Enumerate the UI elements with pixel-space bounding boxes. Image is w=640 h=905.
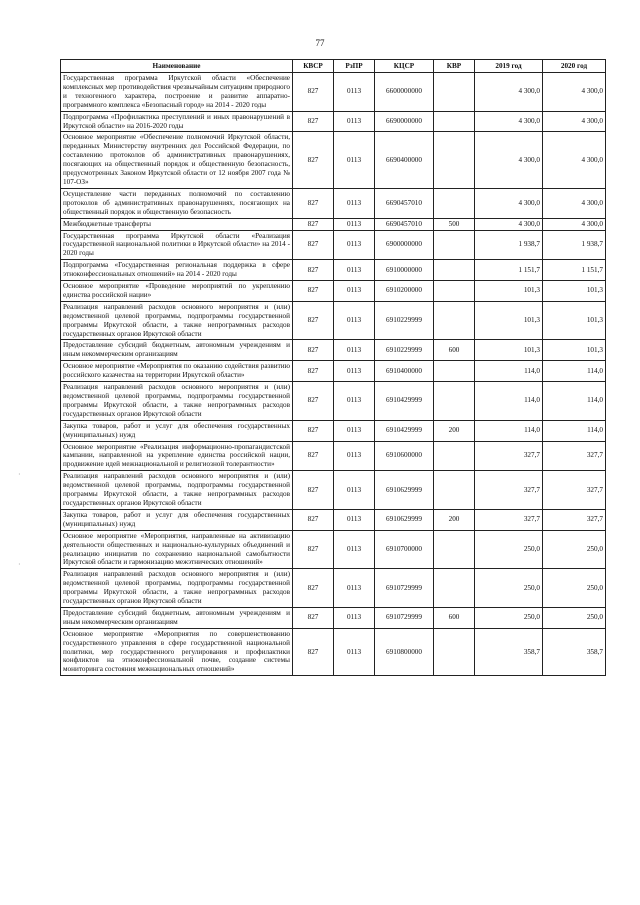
cell-name: Основное мероприятие «Мероприятия по оказанию содействия развитию российского казачества на территории Иркутской области» — [61, 361, 293, 382]
cell-kvsr: 827 — [293, 230, 334, 260]
cell-kvr — [434, 73, 475, 112]
table-header-row — [61, 60, 606, 73]
table-row — [61, 420, 606, 441]
cell-2019: 250,0 — [475, 530, 543, 569]
cell-kvsr: 827 — [293, 111, 334, 132]
cell-2020: 1 151,7 — [543, 260, 606, 281]
table-row — [61, 281, 606, 302]
cell-name: Основное мероприятие «Обеспечение полномочий Иркутской области, переданных Министерству внутренних дел Российской Федерации, по составлению протоколов об административных правонарушениях, посягающих на общественный порядок и общественную безопасность, предусмотренных Законом Иркутской области от 12 ноября 2007 года № 107-ОЗ» — [61, 132, 293, 188]
cell-2020: 327,7 — [543, 441, 606, 471]
cell-kvr — [434, 230, 475, 260]
cell-kcsr: 6910800000 — [375, 628, 434, 676]
cell-2020: 358,7 — [543, 628, 606, 676]
header-rzpr: РзПР — [334, 60, 375, 73]
table-row — [61, 361, 606, 382]
cell-rzpr: 0113 — [334, 132, 375, 188]
cell-rzpr: 0113 — [334, 382, 375, 421]
cell-2020: 250,0 — [543, 607, 606, 628]
cell-kcsr: 6910429999 — [375, 420, 434, 441]
cell-2019: 4 300,0 — [475, 218, 543, 230]
cell-2020: 4 300,0 — [543, 218, 606, 230]
cell-rzpr: 0113 — [334, 218, 375, 230]
cell-kvr — [434, 569, 475, 608]
cell-kcsr: 6910000000 — [375, 260, 434, 281]
cell-2019: 101,3 — [475, 340, 543, 361]
cell-rzpr: 0113 — [334, 420, 375, 441]
cell-2020: 114,0 — [543, 382, 606, 421]
cell-kvr: 600 — [434, 607, 475, 628]
cell-kcsr: 6910629999 — [375, 471, 434, 510]
cell-kcsr: 6910729999 — [375, 569, 434, 608]
cell-kcsr: 6690400000 — [375, 132, 434, 188]
cell-2019: 101,3 — [475, 301, 543, 340]
cell-name: Межбюджетные трансферты — [61, 218, 293, 230]
cell-kvsr: 827 — [293, 361, 334, 382]
cell-2019: 4 300,0 — [475, 188, 543, 218]
cell-kvr — [434, 260, 475, 281]
cell-kcsr: 6910229999 — [375, 301, 434, 340]
table-row — [61, 628, 606, 676]
cell-rzpr: 0113 — [334, 281, 375, 302]
header-kvr: КВР — [434, 60, 475, 73]
cell-rzpr: 0113 — [334, 607, 375, 628]
cell-2019: 358,7 — [475, 628, 543, 676]
table-row — [61, 230, 606, 260]
cell-kvsr: 827 — [293, 420, 334, 441]
cell-kvr — [434, 471, 475, 510]
cell-name: Подпрограмма «Государственная региональная поддержка в сфере этноконфессиональных отношений» на 2014 - 2020 годы — [61, 260, 293, 281]
cell-2020: 4 300,0 — [543, 73, 606, 112]
cell-kcsr: 6910229999 — [375, 340, 434, 361]
cell-kvsr: 827 — [293, 509, 334, 530]
cell-kvsr: 827 — [293, 281, 334, 302]
cell-kvr — [434, 188, 475, 218]
cell-2019: 114,0 — [475, 361, 543, 382]
cell-name: Предоставление субсидий бюджетным, автономным учреждениям и иным некоммерческим организациям — [61, 340, 293, 361]
cell-rzpr: 0113 — [334, 569, 375, 608]
cell-2020: 4 300,0 — [543, 188, 606, 218]
table-row — [61, 471, 606, 510]
cell-rzpr: 0113 — [334, 260, 375, 281]
cell-kcsr: 6910729999 — [375, 607, 434, 628]
cell-kcsr: 6910700000 — [375, 530, 434, 569]
cell-kvsr: 827 — [293, 628, 334, 676]
cell-kcsr: 6690457010 — [375, 218, 434, 230]
cell-2020: 250,0 — [543, 530, 606, 569]
cell-name: Государственная программа Иркутской области «Обеспечение комплексных мер противодействия чрезвычайным ситуациям природного и техногенного характера, построение и развитие аппаратно-программного комплекса «Безопасный город» на 2014 - 2020 годы — [61, 73, 293, 112]
cell-kcsr: 6910600000 — [375, 441, 434, 471]
cell-2019: 250,0 — [475, 569, 543, 608]
cell-kvsr: 827 — [293, 188, 334, 218]
cell-2020: 101,3 — [543, 281, 606, 302]
cell-kvr — [434, 301, 475, 340]
cell-kvr — [434, 382, 475, 421]
cell-name: Основное мероприятие «Мероприятия по совершенствованию государственного управления в сфере государственной национальной политики, мер государственного регулирования и профилактики конфликтов на этноконфессиональной почве, создание системы мониторинга состояния межнациональных отношений» — [61, 628, 293, 676]
cell-2019: 1 938,7 — [475, 230, 543, 260]
table-row — [61, 569, 606, 608]
cell-kcsr: 6690000000 — [375, 111, 434, 132]
cell-2019: 4 300,0 — [475, 132, 543, 188]
cell-kvsr: 827 — [293, 607, 334, 628]
cell-kvsr: 827 — [293, 73, 334, 112]
cell-kvsr: 827 — [293, 340, 334, 361]
cell-2019: 250,0 — [475, 607, 543, 628]
cell-kvsr: 827 — [293, 218, 334, 230]
header-kcsr: КЦСР — [375, 60, 434, 73]
scan-artifact: · — [18, 560, 21, 569]
cell-name: Основное мероприятие «Реализация информационно-пропагандистской кампании, направленной на укрепление единства российской нации, продвижение идей межнациональной и религиозной толерантности» — [61, 441, 293, 471]
cell-2020: 101,3 — [543, 301, 606, 340]
cell-2020: 4 300,0 — [543, 132, 606, 188]
budget-table — [60, 59, 606, 676]
cell-kvr — [434, 530, 475, 569]
cell-rzpr: 0113 — [334, 628, 375, 676]
cell-name: Закупка товаров, работ и услуг для обеспечения государственных (муниципальных) нужд — [61, 420, 293, 441]
cell-2019: 4 300,0 — [475, 73, 543, 112]
cell-kcsr: 6900000000 — [375, 230, 434, 260]
header-name: Наименование — [61, 60, 293, 73]
cell-name: Государственная программа Иркутской области «Реализация государственной национальной политики в Иркутской области» на 2014 - 2020 годы — [61, 230, 293, 260]
cell-kvr: 600 — [434, 340, 475, 361]
table-row — [61, 530, 606, 569]
cell-2019: 4 300,0 — [475, 111, 543, 132]
cell-2019: 327,7 — [475, 471, 543, 510]
table-row — [61, 301, 606, 340]
cell-rzpr: 0113 — [334, 301, 375, 340]
cell-rzpr: 0113 — [334, 188, 375, 218]
cell-kcsr: 6600000000 — [375, 73, 434, 112]
cell-2019: 114,0 — [475, 382, 543, 421]
cell-2020: 327,7 — [543, 471, 606, 510]
cell-rzpr: 0113 — [334, 471, 375, 510]
table-row — [61, 73, 606, 112]
cell-kcsr: 6910629999 — [375, 509, 434, 530]
cell-2020: 114,0 — [543, 420, 606, 441]
cell-kvsr: 827 — [293, 569, 334, 608]
cell-rzpr: 0113 — [334, 340, 375, 361]
page-number: 77 — [315, 38, 325, 48]
cell-kvsr: 827 — [293, 132, 334, 188]
cell-name: Осуществление части переданных полномочий по составлению протоколов об административных правонарушениях, посягающих на общественный порядок и общественную безопасность — [61, 188, 293, 218]
table-row — [61, 218, 606, 230]
table-row — [61, 607, 606, 628]
cell-name: Предоставление субсидий бюджетным, автономным учреждениям и иным некоммерческим организациям — [61, 607, 293, 628]
cell-name: Основное мероприятие «Проведение мероприятий по укреплению единства российской нации» — [61, 281, 293, 302]
cell-2020: 1 938,7 — [543, 230, 606, 260]
cell-kvsr: 827 — [293, 441, 334, 471]
cell-kcsr: 6910400000 — [375, 361, 434, 382]
cell-kvsr: 827 — [293, 260, 334, 281]
cell-kvr: 200 — [434, 509, 475, 530]
cell-rzpr: 0113 — [334, 509, 375, 530]
cell-2019: 327,7 — [475, 509, 543, 530]
cell-kcsr: 6910429999 — [375, 382, 434, 421]
cell-kvsr: 827 — [293, 382, 334, 421]
cell-2020: 4 300,0 — [543, 111, 606, 132]
cell-name: Реализация направлений расходов основного мероприятия и (или) ведомственной целевой программы, подпрограммы государственной программы Иркутской области, а также непрограммных расходов государственных органов Иркутской области — [61, 471, 293, 510]
cell-kvr — [434, 628, 475, 676]
table-row — [61, 260, 606, 281]
cell-name: Подпрограмма «Профилактика преступлений и иных правонарушений в Иркутской области» на 2016-2020 годы — [61, 111, 293, 132]
cell-2019: 101,3 — [475, 281, 543, 302]
cell-name: Реализация направлений расходов основного мероприятия и (или) ведомственной целевой программы, подпрограммы государственной программы Иркутской области, а также непрограммных расходов государственных органов Иркутской области — [61, 301, 293, 340]
table-row — [61, 509, 606, 530]
cell-kcsr: 6910200000 — [375, 281, 434, 302]
cell-name: Реализация направлений расходов основного мероприятия и (или) ведомственной целевой программы, подпрограммы государственной программы Иркутской области, а также непрограммных расходов государственных органов Иркутской области — [61, 382, 293, 421]
cell-name: Основное мероприятие «Мероприятия, направленные на активизацию деятельности общественных и национально-культурных объединений и реализацию инициатив по сохранению национальной самобытности Иркутской области и гармонизацию межэтнических отношений» — [61, 530, 293, 569]
table-row — [61, 132, 606, 188]
cell-kvsr: 827 — [293, 530, 334, 569]
cell-2020: 101,3 — [543, 340, 606, 361]
cell-rzpr: 0113 — [334, 441, 375, 471]
cell-kcsr: 6690457010 — [375, 188, 434, 218]
cell-kvr — [434, 132, 475, 188]
cell-kvr: 200 — [434, 420, 475, 441]
cell-name: Закупка товаров, работ и услуг для обеспечения государственных (муниципальных) нужд — [61, 509, 293, 530]
cell-2020: 114,0 — [543, 361, 606, 382]
cell-2019: 114,0 — [475, 420, 543, 441]
header-2019: 2019 год — [475, 60, 543, 73]
cell-2019: 1 151,7 — [475, 260, 543, 281]
cell-rzpr: 0113 — [334, 111, 375, 132]
table-row — [61, 188, 606, 218]
cell-2019: 327,7 — [475, 441, 543, 471]
table-row — [61, 441, 606, 471]
table-row — [61, 382, 606, 421]
scan-artifact: · — [18, 470, 21, 479]
cell-kvsr: 827 — [293, 471, 334, 510]
header-kvsr: КВСР — [293, 60, 334, 73]
cell-2020: 327,7 — [543, 509, 606, 530]
cell-kvr — [434, 111, 475, 132]
cell-rzpr: 0113 — [334, 73, 375, 112]
cell-kvr: 500 — [434, 218, 475, 230]
cell-rzpr: 0113 — [334, 230, 375, 260]
cell-name: Реализация направлений расходов основного мероприятия и (или) ведомственной целевой программы, подпрограммы государственной программы Иркутской области, а также непрограммных расходов государственных органов Иркутской области — [61, 569, 293, 608]
cell-rzpr: 0113 — [334, 530, 375, 569]
cell-2020: 250,0 — [543, 569, 606, 608]
cell-kvr — [434, 361, 475, 382]
table-row — [61, 340, 606, 361]
cell-kvr — [434, 281, 475, 302]
cell-kvr — [434, 441, 475, 471]
cell-kvsr: 827 — [293, 301, 334, 340]
header-2020: 2020 год — [543, 60, 606, 73]
table-row — [61, 111, 606, 132]
cell-rzpr: 0113 — [334, 361, 375, 382]
